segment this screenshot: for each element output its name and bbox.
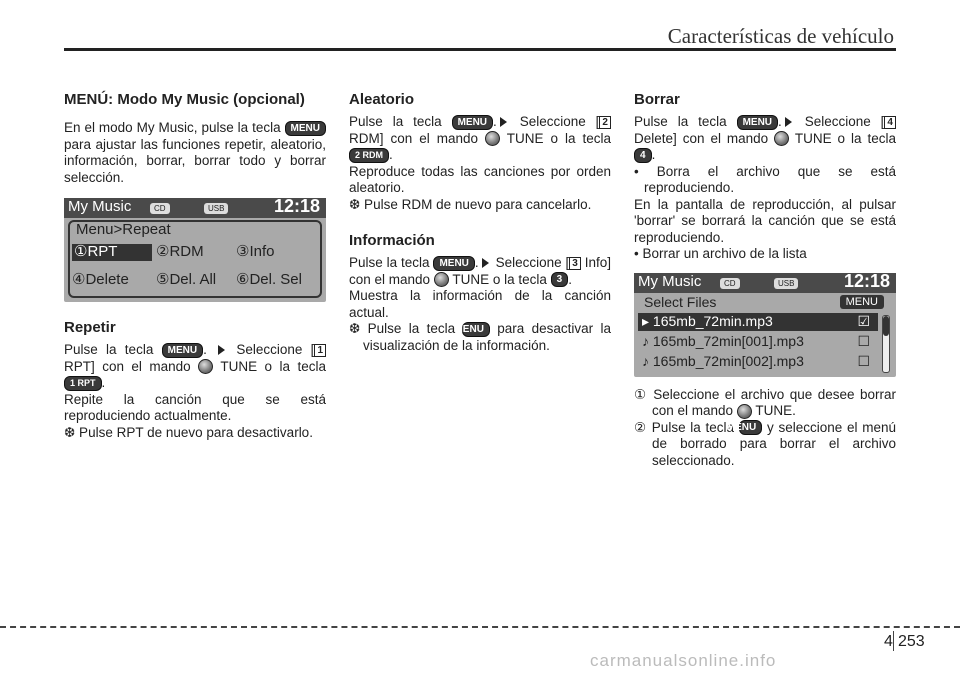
lcd-submenu-title: Menu>Repeat (76, 221, 171, 238)
column-1 (64, 90, 326, 441)
section-title-informacion: Información (349, 232, 435, 249)
menu-key-icon: MENU (162, 343, 203, 358)
borrar-text-a: Pulse la tecla (634, 114, 727, 129)
informacion-description: Muestra la información de la canción actual. (349, 288, 611, 320)
borrar-text-c: Seleccione [ (804, 114, 885, 129)
tune-knob-icon (774, 131, 789, 146)
lcd-status-bar (634, 270, 896, 293)
borrar-paragraph: En la pantalla de reproducción, al pulsar 'borrar' se borrará la canción que se está reproduciendo. (634, 196, 896, 245)
footer-separator (893, 631, 894, 651)
informacion-note-b: para desactivar la visualización de la información. (363, 321, 611, 353)
lcd-title: My Music (638, 272, 702, 290)
column-3 (634, 90, 896, 469)
number-4-icon: 4 (884, 116, 896, 129)
lcd-status-bar (64, 198, 326, 218)
column-2 (349, 90, 611, 354)
watermark: carmanualsonline.info (590, 651, 777, 670)
borrar-instructions: Pulse la tecla MENU . Seleccione [ 4 Delete] con el mando TUNE o la tecla 4 . (634, 114, 896, 162)
file-name: 165mb_72min[001].mp3 (652, 332, 804, 349)
menu-key-icon: MENU (462, 322, 489, 337)
informacion-instructions: Pulse la tecla MENU . Seleccione [ 3 Info] con el mando TUNE o la tecla 3 . (349, 255, 611, 287)
lcd-menu-badge: MENU (840, 295, 884, 309)
usb-badge: USB (774, 278, 798, 289)
lcd-menu-frame (68, 220, 322, 298)
lcd-option-rpt: ①RPT (72, 244, 152, 261)
repetir-dot: . (203, 342, 216, 357)
intro-paragraph (64, 120, 326, 186)
step-1-text-b: TUNE. (755, 403, 796, 418)
lcd-option-info: ③Info (236, 243, 275, 260)
lcd-option-rdm: ②RDM (156, 243, 204, 260)
informacion-note-a: ❆ Pulse la tecla (349, 321, 456, 336)
arrow-icon (785, 117, 792, 127)
file-name: 165mb_72min[002].mp3 (652, 352, 804, 369)
step-2-text-a: ② Pulse la tecla (634, 419, 735, 435)
rpt-key-icon: 1 RPT (64, 376, 102, 391)
informacion-text-d: Info] con el mando (349, 255, 611, 287)
page-number: 253 (898, 633, 925, 650)
footer-rule (0, 626, 960, 628)
lcd-clock: 12:18 (843, 270, 890, 291)
menu-key-icon: MENU (433, 256, 474, 271)
lcd-file-row (638, 333, 878, 351)
file-name: 165mb_72min.mp3 (652, 312, 773, 329)
borrar-step-2 (634, 420, 896, 470)
section-title-repetir: Repetir (64, 319, 116, 336)
menu-key-icon: MENU (285, 121, 326, 136)
key-4-icon: 4 (634, 148, 652, 163)
informacion-text-e: TUNE o la tecla (452, 271, 547, 287)
lcd-select-files (634, 270, 896, 377)
unchecked-box-icon: ☐ (857, 332, 870, 349)
repetir-text-e: TUNE o la tecla (220, 358, 326, 374)
arrow-icon (218, 345, 225, 355)
tune-knob-icon (434, 272, 449, 287)
aleatorio-note: ❆ Pulse RDM de nuevo para cancelarlo. (349, 196, 592, 212)
unchecked-box-icon: ☐ (857, 352, 870, 369)
play-arrow-icon: ▸ (642, 312, 650, 329)
header-rule (64, 48, 896, 51)
section-title-my-music: MENÚ: Modo My Music (opcional) (64, 91, 305, 108)
tune-knob-icon (198, 359, 213, 374)
repetir-text-c: Seleccione [ (236, 342, 315, 357)
step-2-text-b: y seleccione el menú de borrado para borrar el archivo seleccionado. (652, 419, 896, 468)
lcd-option-del-sel: ⑥Del. Sel (236, 271, 302, 288)
repetir-text-a: Pulse la tecla (64, 342, 154, 357)
chapter-number: 4 (884, 633, 893, 650)
borrar-step-1 (634, 387, 896, 420)
informacion-text-c: Seleccione [ (495, 255, 570, 270)
repetir-description: Repite la canción que se está reproduciendo actualmente. (64, 391, 326, 423)
repetir-note: ❆ Pulse RPT de nuevo para desactivarlo. (64, 424, 313, 440)
menu-key-icon: MENU (739, 420, 762, 435)
lcd-repeat-menu (64, 198, 326, 302)
aleatorio-instructions: Pulse la tecla MENU . Seleccione [ 2 RDM] con el mando TUNE o la tecla 2 RDM . (349, 114, 611, 162)
borrar-bullet-2: • Borrar un archivo de la lista (634, 246, 807, 261)
repetir-text-d: RPT] con el mando (64, 358, 191, 374)
repetir-instructions: Pulse la tecla MENU . Seleccione [ 1 RPT] con el mando TUNE o la tecla 1 RPT . (64, 342, 326, 390)
informacion-text-a: Pulse la tecla (349, 255, 430, 270)
lcd-file-row (638, 353, 878, 371)
lcd-title: My Music (68, 198, 132, 215)
lcd-option-delete: ④Delete (72, 271, 129, 288)
aleatorio-text-e: TUNE o la tecla (506, 130, 611, 146)
lcd-file-row-selected (638, 313, 878, 331)
number-3-icon: 3 (569, 257, 581, 270)
page-header-title: Características de vehículo (667, 24, 894, 48)
arrow-icon (500, 117, 507, 127)
aleatorio-text-a: Pulse la tecla (349, 114, 442, 129)
aleatorio-text-c: Seleccione [ (519, 114, 600, 129)
aleatorio-description: Reproduce todas las canciones por orden aleatorio. (349, 163, 611, 195)
key-3-icon: 3 (551, 272, 569, 287)
lcd-clock: 12:18 (273, 196, 320, 216)
intro-text-a: En el modo My Music, pulse la tecla (64, 120, 281, 135)
menu-key-icon: MENU (737, 115, 778, 130)
music-note-icon: ♪ (642, 332, 649, 349)
lcd-select-title: Select Files (644, 293, 717, 310)
step-1-text-a: ① Seleccione el archivo que desee borrar con el mando (634, 386, 896, 418)
borrar-bullet-1: • Borra el archivo que se está reproduciendo. (634, 163, 896, 195)
rdm-key-icon: 2 RDM (349, 148, 389, 163)
lcd-scrollbar (882, 315, 890, 373)
usb-badge: USB (204, 203, 228, 214)
cd-badge: CD (150, 203, 170, 214)
checked-box-icon: ☑ (857, 312, 870, 329)
number-2-icon: 2 (599, 116, 611, 129)
music-note-icon: ♪ (642, 352, 649, 369)
intro-text-b: para ajustar las funciones repetir, aleatorio, información, borrar, borrar todo y borrar selección. (64, 136, 326, 185)
lcd-option-del-all: ⑤Del. All (156, 271, 217, 288)
aleatorio-text-d: RDM] con el mando (349, 130, 478, 146)
borrar-text-e: TUNE o la tecla (794, 130, 896, 146)
number-1-icon: 1 (314, 344, 326, 357)
section-title-aleatorio: Aleatorio (349, 91, 415, 108)
informacion-note (349, 321, 611, 354)
section-title-borrar: Borrar (634, 91, 680, 108)
menu-key-icon: MENU (452, 115, 493, 130)
borrar-text-d: Delete] con el mando (634, 130, 769, 146)
tune-knob-icon (485, 131, 500, 146)
tune-knob-icon (737, 404, 752, 419)
cd-badge: CD (720, 278, 740, 289)
arrow-icon (482, 258, 489, 268)
